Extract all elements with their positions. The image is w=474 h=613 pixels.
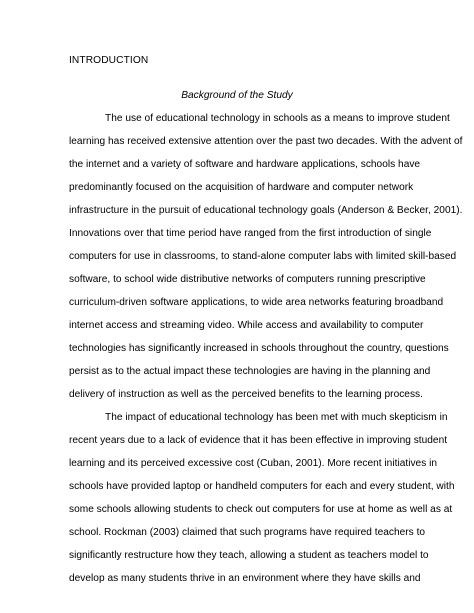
paragraph-line: significantly restructure how they teach, allowing a student as teachers model to <box>69 550 429 561</box>
paragraph-line: The use of educational technology in schools as a means to improve student <box>105 113 450 124</box>
paragraph-line: software, to school wide distributive networks of computers running prescriptive <box>69 274 426 285</box>
section-subheading: Background of the Study <box>181 90 293 101</box>
paragraph-line: the internet and a variety of software and hardware applications, schools have <box>69 159 421 170</box>
paragraph-line: school. Rockman (2003) claimed that such programs have required teachers to <box>69 527 426 538</box>
paragraph-line: The impact of educational technology has been met with much skepticism in <box>105 412 448 423</box>
paragraph-line: schools have provided laptop or handheld computers for each and every student, with <box>69 481 455 492</box>
paragraph-line: recent years due to a lack of evidence that it has been effective in improving student <box>69 435 448 446</box>
paragraph-line: learning has received extensive attention over the past two decades. With the advent of <box>69 136 463 147</box>
paragraph-line: predominantly focused on the acquisition of hardware and computer network <box>69 182 414 193</box>
paragraph-line: Innovations over that time period have ranged from the first introduction of single <box>69 228 432 239</box>
paragraph-line: learning and its perceived excessive cost (Cuban, 2001). More recent initiatives in <box>69 458 438 469</box>
paragraph-line: curriculum-driven software applications, to wide area networks featuring broadband <box>69 297 444 308</box>
paragraph-1 <box>69 107 463 406</box>
paragraph-line: develop as many students thrive in an environment where they have skills and <box>69 573 421 584</box>
paragraph-line: infrastructure in the pursuit of educational technology goals (Anderson & Becker, 2001). <box>69 205 463 216</box>
paragraph-line: internet access and streaming video. While access and availability to computer <box>69 320 424 331</box>
paragraph-line: some schools allowing students to check out computers for use at home as well as at <box>69 504 453 515</box>
section-heading: INTRODUCTION <box>69 55 149 66</box>
paragraph-line: persist as to the actual impact these technologies are having in the planning and <box>69 366 431 377</box>
paragraph-2 <box>69 406 455 590</box>
paragraph-line: computers for use in classrooms, to stand-alone computer labs with limited skill-based <box>69 251 457 262</box>
paragraph-line: technologies has significantly increased in schools throughout the country, questions <box>69 343 449 354</box>
paragraph-line: delivery of instruction as well as the perceived benefits to the learning process. <box>69 389 423 400</box>
